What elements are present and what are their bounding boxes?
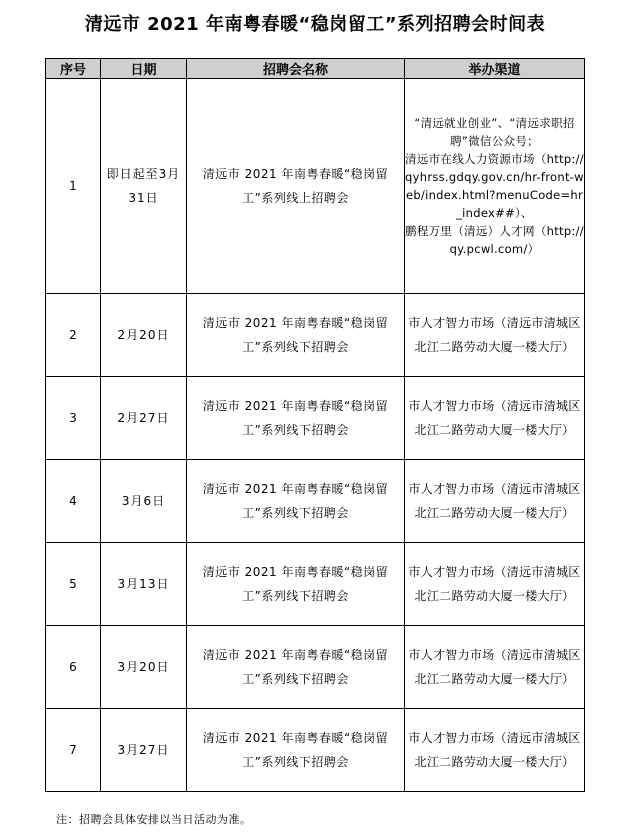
row-org: 市人才智力市场（清远市清城区北江二路劳动大厦一楼大厅） [405, 460, 585, 543]
table-header-row [46, 59, 585, 79]
row-name: 清远市 2021 年南粤春暖“稳岗留工”系列线下招聘会 [187, 626, 405, 709]
row-org: 市人才智力市场（清远市清城区北江二路劳动大厦一楼大厅） [405, 626, 585, 709]
row-date: 3月27日 [101, 709, 187, 792]
row-date: 3月20日 [101, 626, 187, 709]
org-line-pcwl: 鹏程万里（清远）人才网（http://qy.pcwl.com/） [405, 224, 584, 256]
row-org: 市人才智力市场（清远市清城区北江二路劳动大厦一楼大厅） [405, 543, 585, 626]
page-title: 清远市 2021 年南粤春暖“稳岗留工”系列招聘会时间表 [84, 14, 546, 35]
header-num: 序号 [46, 59, 101, 79]
table-row [46, 626, 585, 709]
table-row [46, 294, 585, 377]
row-num: 5 [46, 543, 101, 626]
table-row [46, 543, 585, 626]
row-name: 清远市 2021 年南粤春暖“稳岗留工”系列线下招聘会 [187, 543, 405, 626]
table-row [46, 377, 585, 460]
header-name: 招聘会名称 [187, 59, 405, 79]
row-date: 即日起至3月31日 [101, 79, 187, 294]
row-num: 7 [46, 709, 101, 792]
row-date: 2月27日 [101, 377, 187, 460]
table-row [46, 460, 585, 543]
row-num: 3 [46, 377, 101, 460]
header-org: 举办渠道 [405, 59, 585, 79]
row-date: 3月6日 [101, 460, 187, 543]
org-line-hr-market: 清远市在线人力资源市场（http://qyhrss.gdqy.gov.cn/hr-front-web/index.html?menuCode=hr_index##）、 [405, 152, 584, 220]
row-num: 2 [46, 294, 101, 377]
table-row [46, 709, 585, 792]
footnote: 注：招聘会具体安排以当日活动为准。 [56, 813, 252, 826]
row-date: 3月13日 [101, 543, 187, 626]
row-org: 市人才智力市场（清远市清城区北江二路劳动大厦一楼大厅） [405, 709, 585, 792]
row-num: 4 [46, 460, 101, 543]
row-name: 清远市 2021 年南粤春暖“稳岗留工”系列线下招聘会 [187, 377, 405, 460]
schedule-table [45, 58, 585, 792]
row-org: 市人才智力市场（清远市清城区北江二路劳动大厦一楼大厅） [405, 377, 585, 460]
header-date: 日期 [101, 59, 187, 79]
row-name: 清远市 2021 年南粤春暖“稳岗留工”系列线上招聘会 [187, 79, 405, 294]
table-row [46, 79, 585, 294]
row-date: 2月20日 [101, 294, 187, 377]
row-name: 清远市 2021 年南粤春暖“稳岗留工”系列线下招聘会 [187, 294, 405, 377]
row-org: 市人才智力市场（清远市清城区北江二路劳动大厦一楼大厅） [405, 294, 585, 377]
row-name: 清远市 2021 年南粤春暖“稳岗留工”系列线下招聘会 [187, 709, 405, 792]
row-name: 清远市 2021 年南粤春暖“稳岗留工”系列线下招聘会 [187, 460, 405, 543]
row-org [405, 79, 585, 294]
org-line-wechat: “清远就业创业”、“清远求职招聘”微信公众号； [414, 116, 575, 148]
row-num: 1 [46, 79, 101, 294]
row-num: 6 [46, 626, 101, 709]
